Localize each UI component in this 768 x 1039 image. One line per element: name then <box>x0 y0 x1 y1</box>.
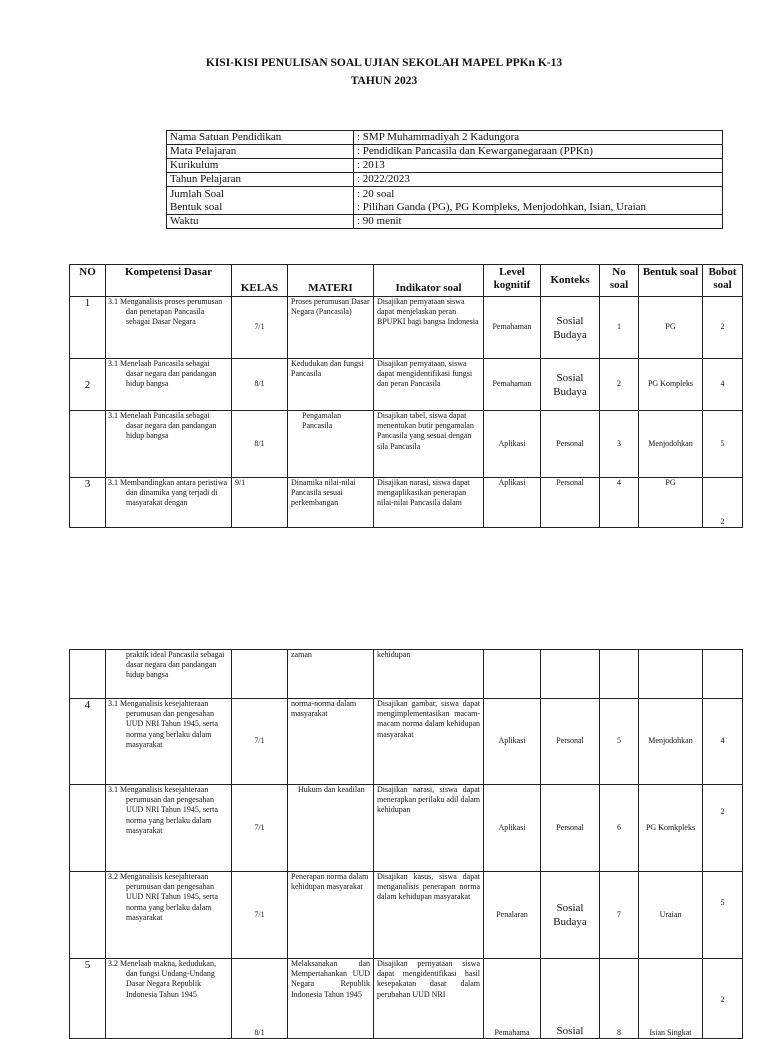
info-label: Bentuk soal <box>170 200 223 213</box>
cell-konteks: Personal <box>541 785 600 872</box>
cell-kd: 3.1 Menganalisis proses perumusan dan penetapan Pancasila sebagai Dasar Negara <box>106 297 232 359</box>
cell-kelas: 7/1 <box>232 785 288 872</box>
col-kelas: KELAS <box>232 265 288 297</box>
table-row <box>70 478 743 528</box>
info-row <box>167 215 723 229</box>
cell-level: Pemahaman <box>484 359 541 411</box>
cell-kelas: 8/1 <box>232 959 288 1039</box>
info-label: Waktu <box>167 215 354 229</box>
info-label: Tahun Pelajaran <box>167 173 354 187</box>
cell-kelas: 7/1 <box>232 872 288 959</box>
col-kompetensi-dasar: Kompetensi Dasar <box>106 265 232 297</box>
cell-no: 1 <box>70 297 106 359</box>
cell-kd: 3.1 Membandingkan antara peristiwa dan dinamika yang terjadi di masyarakat dengan <box>106 478 232 528</box>
cell-indikator: Disajikan pernyataan siswa dapat menjelaskan peran BPUPKI bagi bangsa Indonesia <box>374 297 484 359</box>
cell-no-soal: 3 <box>600 411 639 478</box>
cell-materi: Dinamika nilai-nilai Pancasila sesuai perkembangan <box>288 478 374 528</box>
info-value: : SMP Muhammadiyah 2 Kadungora <box>354 131 723 145</box>
col-materi: MATERI <box>288 265 374 297</box>
cell-bobot: 5 <box>703 411 743 478</box>
table-row <box>70 411 743 478</box>
info-label: Jumlah Soal <box>170 188 225 200</box>
cell-no-soal: 2 <box>600 359 639 411</box>
cell-no: 3 <box>70 478 106 528</box>
cell-materi: Melaksanakan dan Mempertahankan UUD Negara Republik Indonesia Tahun 1945 <box>288 959 374 1039</box>
cell-indikator: Disajikan narasi, siswa dapat mengaplikasikan penerapan nilai-nilai Pancasila dalam <box>374 478 484 528</box>
cell-bobot: 2 <box>703 785 743 872</box>
cell-bentuk: PG Komkpleks <box>639 785 703 872</box>
col-level: Level kognitif <box>484 265 541 297</box>
col-indikator: Indikator soal <box>374 265 484 297</box>
cell-indikator: Disajikan gambar, siswa dapat mengimplementasikan macam-macam norma dalam kehidupan masyarakat <box>374 699 484 785</box>
cell-no-soal: 7 <box>600 872 639 959</box>
table-row <box>70 650 743 699</box>
header-row <box>70 265 743 297</box>
cell-bobot: 2 <box>703 478 743 528</box>
info-row <box>167 131 723 145</box>
cell-bentuk: PG Kompleks <box>639 359 703 411</box>
cell-no-soal: 5 <box>600 699 639 785</box>
col-no-soal: No soal <box>600 265 639 297</box>
info-row <box>167 159 723 173</box>
cell-no <box>70 650 106 699</box>
cell-no-soal: 8 <box>600 959 639 1039</box>
cell-no <box>70 411 106 478</box>
table-row <box>70 959 743 1039</box>
document-year: TAHUN 2023 <box>350 75 418 87</box>
cell-level: Aplikasi <box>484 411 541 478</box>
cell-konteks: Personal <box>541 411 600 478</box>
cell-bentuk: Menjodohkan <box>639 411 703 478</box>
cell-level: Penalaran <box>484 872 541 959</box>
table-row <box>70 297 743 359</box>
table-row <box>70 785 743 872</box>
kisi-kisi-table-continued <box>69 649 743 1039</box>
cell-kelas: 8/1 <box>232 411 288 478</box>
cell-no: 5 <box>70 959 106 1039</box>
cell-kelas: 8/1 <box>232 359 288 411</box>
cell-kelas <box>232 650 288 699</box>
document-title: KISI-KISI PENULISAN SOAL UJIAN SEKOLAH MAPEL PPKn K-13 <box>205 57 563 69</box>
info-value: : Pilihan Ganda (PG), PG Kompleks, Menjodohkan, Isian, Uraian <box>357 200 647 213</box>
cell-level: Aplikasi <box>484 699 541 785</box>
cell-indikator: Disajikan pernyataan siswa dapat mengidentifikasi hasil kesepakatan dasar dalam perubahan UUD NRI <box>374 959 484 1039</box>
cell-konteks: Sosial <box>541 959 600 1039</box>
cell-bentuk: PG <box>639 478 703 528</box>
cell-bentuk: PG <box>639 297 703 359</box>
cell-no-soal <box>600 650 639 699</box>
cell-level: Aplikasi <box>484 478 541 528</box>
cell-kd: 3.2 Menganalisis kesejahteraan perumusan dan pengesahan UUD NRI Tahun 1945, serta norma yang berlaku dalam masyarakat <box>106 872 232 959</box>
cell-bentuk <box>639 650 703 699</box>
info-label: Mata Pelajaran <box>167 145 354 159</box>
cell-kd: 3.1 Menelaah Pancasila sebagai dasar negara dan pandangan hidup bangsa <box>106 411 232 478</box>
cell-bobot: 2 <box>703 959 743 1039</box>
cell-bentuk: Uraian <box>639 872 703 959</box>
info-value: : 90 menit <box>354 215 723 229</box>
cell-bobot: 4 <box>703 359 743 411</box>
cell-konteks: Sosial Budaya <box>541 872 600 959</box>
info-value: : Pendidikan Pancasila dan Kewarganegaraan (PPKn) <box>354 145 723 159</box>
cell-kd: 3.1 Menelaah Pancasila sebagai dasar negara dan pandangan hidup bangsa <box>106 359 232 411</box>
cell-no <box>70 872 106 959</box>
cell-kd: praktik ideal Pancasila sebagai dasar negara dan pandangan hidup bangsa <box>106 650 232 699</box>
col-no: NO <box>70 265 106 297</box>
cell-konteks: Personal <box>541 699 600 785</box>
cell-kd: 3.1 Menganalisis kesejahteraan perumusan dan pengesahan UUD NRI Tahun 1945, serta norma yang berlaku dalam masyarakat <box>106 785 232 872</box>
info-row <box>167 187 723 215</box>
cell-level: Pemahaman <box>484 297 541 359</box>
cell-konteks <box>541 650 600 699</box>
cell-kd: 3.2 Menelaah makna, kedudukan, dan fungsi Undang-Undang Dasar Negara Republik Indonesia Tahun 1945 <box>106 959 232 1039</box>
table-row <box>70 699 743 785</box>
col-bobot: Bobot soal <box>703 265 743 297</box>
cell-indikator: Disajikan pernyataan, siswa dapat mengidentifikasi fungsi dan peran Pancasila <box>374 359 484 411</box>
cell-no <box>70 785 106 872</box>
cell-bobot: 5 <box>703 872 743 959</box>
cell-materi: norma-norma dalam masyarakat <box>288 699 374 785</box>
info-label: Nama Satuan Pendidikan <box>167 131 354 145</box>
cell-level: Aplikasi <box>484 785 541 872</box>
cell-bentuk: Menjodohkan <box>639 699 703 785</box>
cell-bobot: 4 <box>703 699 743 785</box>
cell-no: 2 <box>70 359 106 411</box>
cell-materi: Pengamalan Pancasila <box>288 411 374 478</box>
cell-konteks: Sosial Budaya <box>541 359 600 411</box>
cell-materi: Kedudukan dan fungsi Pancasila <box>288 359 374 411</box>
cell-kelas: 9/1 <box>232 478 288 528</box>
cell-level: Pemahama <box>484 959 541 1039</box>
identity-table <box>166 130 723 229</box>
cell-no-soal: 4 <box>600 478 639 528</box>
cell-konteks: Personal <box>541 478 600 528</box>
cell-kd: 3.1 Menganalisis kesejahteraan perumusan dan pengesahan UUD NRI Tahun 1945, serta norma yang berlaku dalam masyarakat <box>106 699 232 785</box>
info-row <box>167 145 723 159</box>
cell-level <box>484 650 541 699</box>
cell-no: 4 <box>70 699 106 785</box>
cell-indikator: Disajikan tabel, siswa dapat menentukan butir pengamalan Pancasila yang sesuai dengan sila Pancasila <box>374 411 484 478</box>
cell-bentuk: Isian Singkat <box>639 959 703 1039</box>
cell-materi: Hukum dan keadilan <box>288 785 374 872</box>
kisi-kisi-table <box>69 264 743 528</box>
cell-indikator: Disajikan narasi, siswa dapat menerapkan perilaku adil dalam kehidupan <box>374 785 484 872</box>
table-row <box>70 872 743 959</box>
table-row <box>70 359 743 411</box>
cell-no-soal: 1 <box>600 297 639 359</box>
cell-kelas: 7/1 <box>232 297 288 359</box>
cell-bobot <box>703 650 743 699</box>
info-value: : 2022/2023 <box>354 173 723 187</box>
cell-no-soal: 6 <box>600 785 639 872</box>
cell-konteks: Sosial Budaya <box>541 297 600 359</box>
cell-materi: zaman <box>288 650 374 699</box>
info-label: Kurikulum <box>167 159 354 173</box>
cell-bobot: 2 <box>703 297 743 359</box>
col-bentuk: Bentuk soal <box>639 265 703 297</box>
info-value: : 20 soal <box>357 188 395 200</box>
info-value: : 2013 <box>354 159 723 173</box>
cell-materi: Penerapan norma dalam kehidupan masyarakat <box>288 872 374 959</box>
info-row <box>167 173 723 187</box>
cell-indikator: kehidupan <box>374 650 484 699</box>
cell-indikator: Disajikan kasus, siswa dapat menganalisis penerapan norma dalam kehidupan masyarakat <box>374 872 484 959</box>
col-konteks: Konteks <box>541 265 600 297</box>
cell-kelas: 7/1 <box>232 699 288 785</box>
cell-materi: Proses perumusan Dasar Negara (Pancasila) <box>288 297 374 359</box>
